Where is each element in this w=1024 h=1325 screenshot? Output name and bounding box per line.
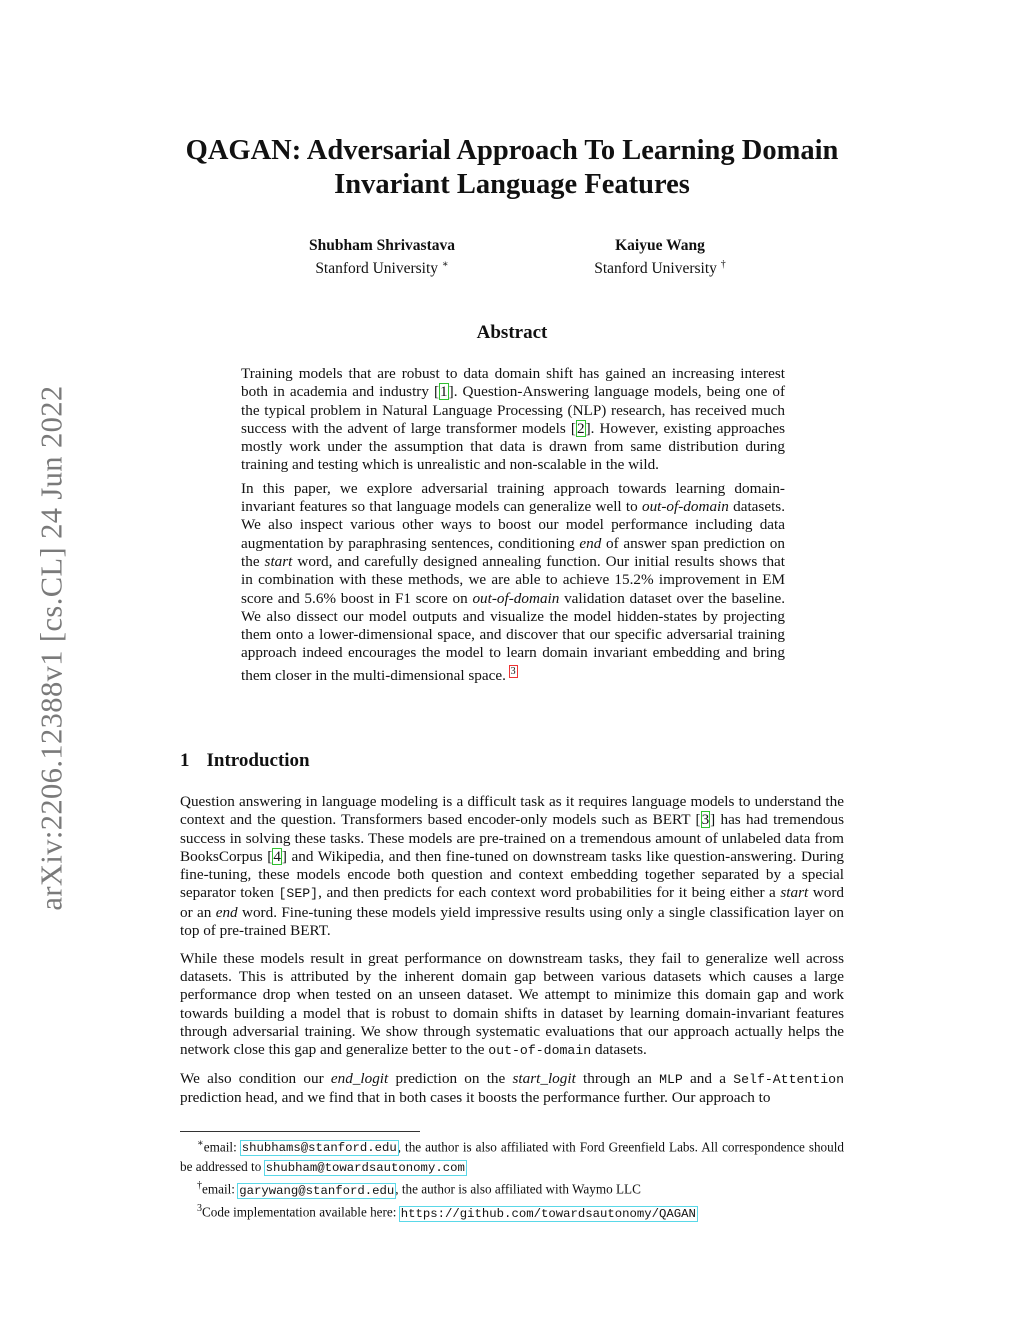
section-title: Introduction [206,750,310,771]
footnote-link-3[interactable]: 3 [510,665,516,677]
text-run: , the author is also affiliated with Waymo LLC [395,1181,641,1197]
footnote-2 [180,1177,844,1200]
text-run: Training models that are robust to data domain shift has gained an increasing interest both in academia and industry [241,365,785,401]
code-token: out-of-domain [488,1043,592,1059]
footnote-3 [180,1200,844,1223]
text-run: word or an [180,884,844,921]
text-run: through an [575,1070,660,1088]
text-run: of answer span prediction on the [241,534,785,570]
author-block-2 [548,236,772,278]
author-affiliation: Stanford University [315,260,439,278]
text-run: prediction head, and we find that in both cases it boosts the performance further. Our approach to [180,1089,771,1107]
author-footnote-mark: ∗ [441,259,449,270]
footnotes [180,1135,844,1223]
text-run: prediction on the [388,1070,513,1088]
title-line-1: QAGAN: Adversarial Approach To Learning Domain [185,135,839,166]
abstract-heading: Abstract [476,322,548,343]
text-run: datasets. [591,1041,647,1059]
text-run: , the author is also affiliated with Ford Greenfield Labs. All correspondence should be addressed to [180,1139,844,1174]
citation-link-3[interactable]: 3 [701,811,710,829]
intro-paragraph-2 [180,950,844,1061]
text-run: validation dataset over the baseline. We also dissect our model outputs and visualize the model hidden-states by projecting them onto a lower-dimensional space, and discover that our specific adversarial training approach indeed encourages the model to learn domain invariant embedding and bring them closer in the multi-dimensional space. [241,589,786,684]
emphasis: end_logit [330,1070,389,1088]
author-footnote-mark: † [720,259,726,270]
text-run: word, and carefully designed annealing function. Our initial results shows that in combination with these methods, we are able to achieve 15.2% improvement in EM score and 5.6% boost in F1 score on [241,552,785,607]
emphasis: end [215,903,238,921]
footnote-mark: ∗ [197,1138,204,1149]
text-run: Code implementation available here: [202,1204,400,1220]
abstract-body [241,365,785,690]
paper-title [150,134,874,202]
text-run: has had tremendous success in solving these tasks. These models are pre-trained on a tremendous amount of unlabeled data from BooksCorpus [180,811,844,865]
text-run: and Wikipedia, and then fine-tuned on downstream tasks like question-answering. During fine-tuning, these models encode both question and context embedding together separated by a special separator token [180,847,845,902]
emphasis: start_logit [512,1070,576,1088]
text-run: , and then predicts for each context word probabilities for it being either a [318,884,781,902]
citation-link-1[interactable]: 1 [440,383,448,401]
repository-url-link[interactable]: https://github.com/towardsautonomy/QAGAN [400,1206,696,1221]
abstract-paragraph-1: Training models that are robust to data domain shift has gained an increasing interest both in academia and industry [1]. Question-Answering language models, being one of the typical problem in Natural Language Processing (NLP) research, has received much success with the advent of large transformer models [2]. However, existing approaches mostly work under the assumption that data is drawn from same distribution during training and testing which is unrealistic and non-scalable in the wild. [241,365,785,474]
intro-paragraph-1: Question answering in language modeling is a difficult task as it requires language models to understand the context and the question. Transformers based encoder-only models such as BERT [3] has had tremendous success in solving these tasks. These models are pre-trained on a tremendous amount of unlabeled data from BooksCorpus [4] and Wikipedia, and then fine-tuned on downstream tasks like question-answering. During fine-tuning, these models encode both question and context embedding together separated by a special separator token [SEP], and then predicts for each context word probabilities for it being either a start word or an end word. Fine-tuning these models yield impressive results using only a single classification layer on top of pre-trained BERT. [180,793,845,940]
text-run: In this paper, we explore adversarial training approach towards learning domain-invariant features so that language models can generalize well to [241,479,785,516]
footnote-separator [180,1131,420,1132]
text-run: email: [202,1181,239,1197]
text-run: email: [203,1139,241,1155]
emphasis: start [780,884,809,902]
abstract-paragraph-2 [241,480,785,685]
emphasis: out-of-domain [472,589,560,607]
email-link[interactable]: shubhams@stanford.edu [241,1141,397,1156]
author-block-1 [270,236,494,278]
title-line-2: Invariant Language Features [334,169,690,200]
text-run: While these models result in great performance on downstream tasks, they fail to generalize well across datasets. This is attributed by the inherent domain gap between various datasets which causes a large performance drop when tested on an unseen dataset. We attempt to minimize this domain gap and work towards building a model that is robust to domain shifts in dataset by learning domain-invariant features through adversarial training. We show through systematic evaluations that our approach actually helps the network close this gap and generalize better to the [180,949,844,1059]
code-token: MLP [659,1072,683,1088]
introduction-body [180,793,844,1117]
citation-link-4[interactable]: 4 [273,847,281,865]
emphasis: end [579,534,602,552]
text-run: and a [682,1070,734,1088]
author-name: Shubham Shrivastava [308,237,455,254]
text-run: word. Fine-tuning these models yield impressive results using only a single classification layer on top of pre-trained BERT. [180,903,844,940]
code-token: Self-Attention [733,1072,844,1088]
text-run: datasets. We also inspect various other ways to boost our model performance including data augmentation by paraphrasing sentences, conditioning [241,498,786,552]
text-run: Question answering in language modeling is a difficult task as it requires language models to understand the context and the question. Transformers based encoder-only models such as BERT [180,793,844,829]
arxiv-identifier-stamp: arXiv:2206.12388v1 [cs.CL] 24 Jun 2022 [34,385,69,911]
author-name: Kaiyue Wang [615,237,705,254]
text-run: . Question-Answering language models, being one of the typical problem in Natural Language Processing (NLP) research, has received much success with the advent of large transformer models [241,383,785,437]
footnote-mark: 3 [197,1203,202,1215]
text-run: . However, existing approaches mostly work under the assumption that data is drawn from same distribution during training and testing which is unrealistic and non-scalable in the wild. [241,419,785,474]
section-number: 1 [180,750,190,771]
emphasis: out-of-domain [641,498,729,516]
citation-link-2[interactable]: 2 [576,419,585,437]
text-run: We also condition our [180,1070,331,1088]
email-link[interactable]: shubham@towardsautonomy.com [265,1160,465,1175]
footnote-mark: † [197,1180,202,1192]
author-affiliation: Stanford University [594,260,717,278]
emphasis: start [264,552,293,570]
code-token: [SEP] [278,886,319,902]
footnote-1 [180,1135,844,1177]
section-heading-introduction [180,750,310,772]
email-link[interactable]: garywang@stanford.edu [239,1183,395,1198]
intro-paragraph-3 [180,1070,844,1108]
